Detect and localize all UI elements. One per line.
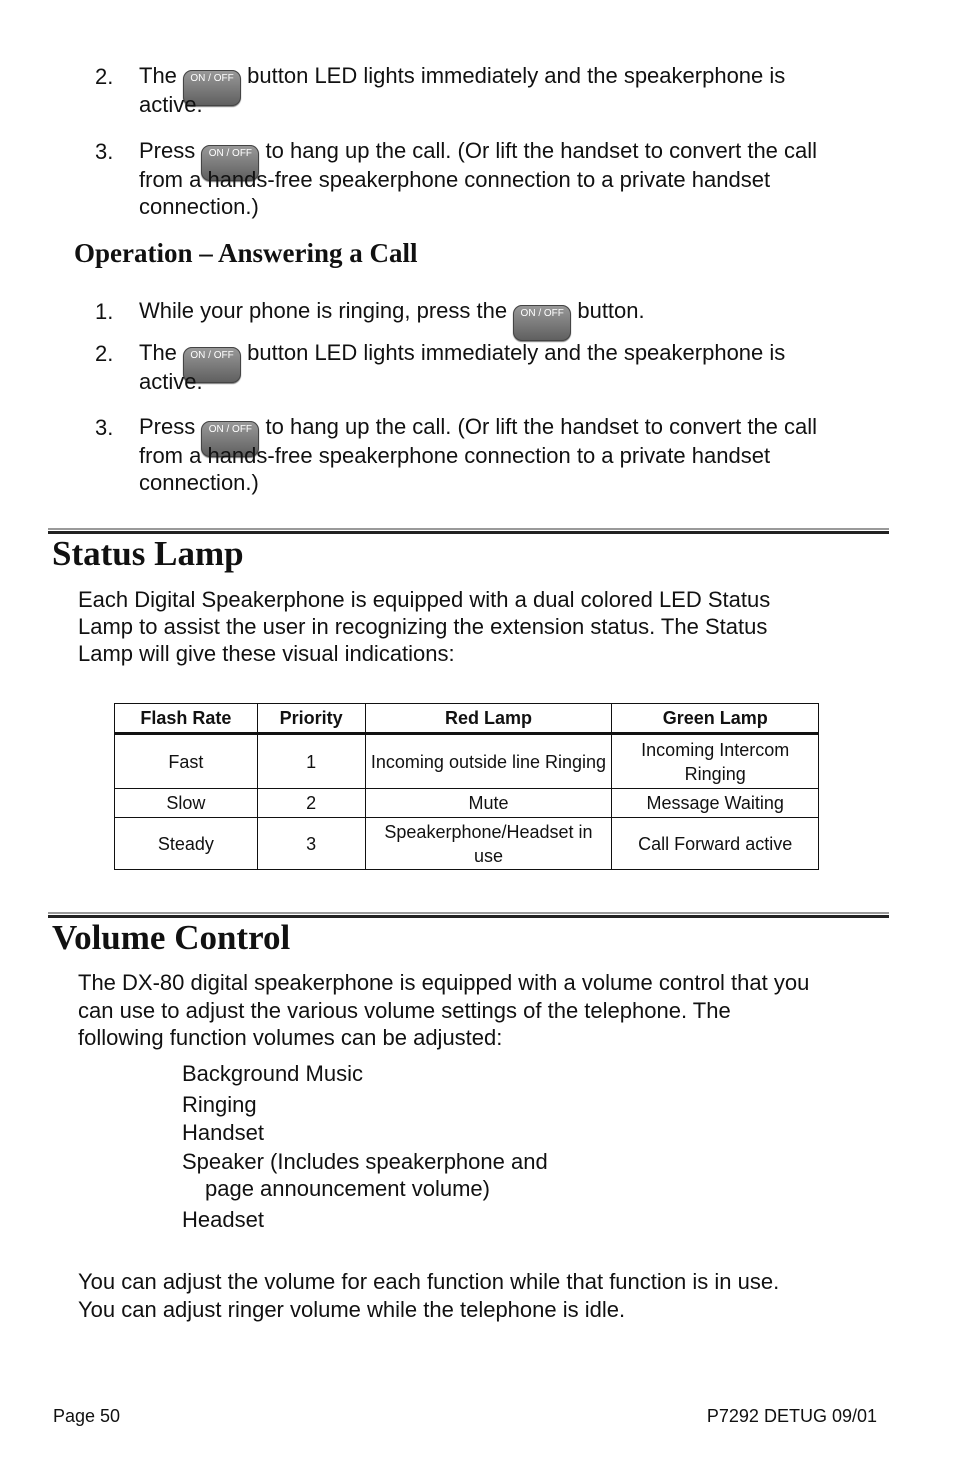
- table-cell: Message Waiting: [612, 789, 819, 818]
- column-header: Green Lamp: [612, 704, 819, 734]
- step-text: active.: [139, 369, 203, 394]
- on-off-button-icon: ON / OFF: [201, 421, 259, 457]
- list-item: Speaker (Includes speakerphone and: [182, 1149, 548, 1174]
- step-text: to hang up the call. (Or lift the handset to convert the call: [265, 414, 818, 439]
- on-off-button-icon: ON / OFF: [201, 145, 259, 181]
- list-item: Handset: [182, 1120, 264, 1145]
- step-number: 1.: [95, 299, 114, 324]
- table-cell: Incoming outside line Ringing: [365, 734, 612, 789]
- table-row: [115, 818, 819, 870]
- table-cell: Slow: [115, 789, 258, 818]
- section-heading-status-lamp: Status Lamp: [52, 534, 244, 573]
- on-off-button-icon: ON / OFF: [183, 347, 241, 383]
- list-item: Ringing: [182, 1092, 257, 1117]
- paragraph-line: following function volumes can be adjusted:: [78, 1025, 503, 1050]
- step-text: While your phone is ringing, press the: [139, 298, 508, 323]
- on-off-button-icon: ON / OFF: [183, 70, 241, 106]
- on-off-button-icon: ON / OFF: [513, 305, 571, 341]
- table-header-row: [115, 704, 819, 734]
- step-text: connection.): [139, 470, 259, 495]
- step-text: The: [139, 63, 177, 88]
- list-item: page announcement volume): [205, 1176, 490, 1201]
- section-heading-answering: Operation – Answering a Call: [74, 238, 418, 268]
- step-text: The: [139, 340, 177, 365]
- step-text: button.: [577, 298, 645, 323]
- list-item: Background Music: [182, 1061, 363, 1086]
- document-id: P7292 DETUG 09/01: [706, 1406, 877, 1426]
- paragraph-line: Lamp will give these visual indications:: [78, 641, 455, 666]
- paragraph-line: You can adjust the volume for each function while that function is in use.: [78, 1269, 780, 1294]
- table-cell: 2: [257, 789, 365, 818]
- step-number: 3.: [95, 139, 114, 164]
- step-number: 2.: [95, 341, 114, 366]
- column-header: Flash Rate: [115, 704, 258, 734]
- table-cell: Mute: [365, 789, 612, 818]
- step-text: connection.): [139, 194, 259, 219]
- paragraph-line: can use to adjust the various volume settings of the telephone. The: [78, 998, 731, 1023]
- table-cell: Fast: [115, 734, 258, 789]
- step-number: 3.: [95, 415, 114, 440]
- step-text: Press: [139, 414, 196, 439]
- step-text: button LED lights immediately and the speakerphone is: [247, 63, 786, 88]
- step-text: button LED lights immediately and the speakerphone is: [247, 340, 786, 365]
- paragraph-line: The DX-80 digital speakerphone is equipped with a volume control that you: [78, 970, 810, 995]
- page-number: Page 50: [53, 1406, 121, 1426]
- table-row: [115, 789, 819, 818]
- step-text: Press: [139, 138, 196, 163]
- step-text: from a hands-free speakerphone connection to a private handset: [139, 443, 771, 468]
- table-row: [115, 734, 819, 789]
- status-lamp-table: [114, 703, 819, 870]
- list-item: Headset: [182, 1207, 264, 1232]
- paragraph-line: Lamp to assist the user in recognizing the extension status. The Status: [78, 614, 768, 639]
- step-text: from a hands-free speakerphone connection to a private handset: [139, 167, 771, 192]
- table-cell: 3: [257, 818, 365, 870]
- step-text: active.: [139, 92, 203, 117]
- section-heading-volume-control: Volume Control: [52, 918, 291, 957]
- table-cell: Incoming Intercom Ringing: [612, 734, 819, 789]
- step-number: 2.: [95, 64, 114, 89]
- column-header: Priority: [257, 704, 365, 734]
- paragraph-line: You can adjust ringer volume while the telephone is idle.: [78, 1297, 626, 1322]
- table-cell: Speakerphone/Headset in use: [365, 818, 612, 870]
- table-cell: Steady: [115, 818, 258, 870]
- paragraph-line: Each Digital Speakerphone is equipped with a dual colored LED Status: [78, 587, 771, 612]
- column-header: Red Lamp: [365, 704, 612, 734]
- step-text: to hang up the call. (Or lift the handset to convert the call: [265, 138, 818, 163]
- table-cell: 1: [257, 734, 365, 789]
- table-cell: Call Forward active: [612, 818, 819, 870]
